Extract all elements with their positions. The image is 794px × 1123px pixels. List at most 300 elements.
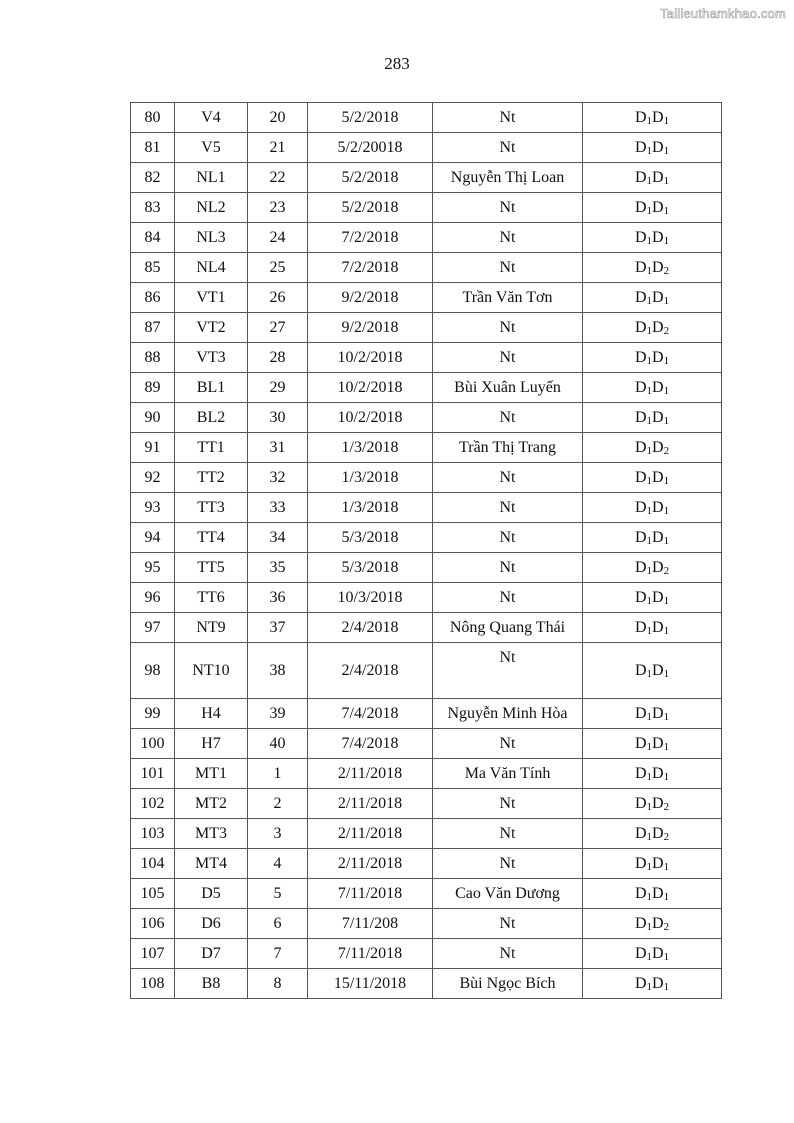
date-cell: 7/4/2018 (308, 699, 433, 729)
grade-subscript: 1 (646, 710, 652, 723)
grade-letter: D (634, 228, 647, 246)
table-row (131, 373, 722, 403)
person-cell: Nt (433, 729, 583, 759)
table-row (131, 403, 722, 433)
table-row (131, 343, 722, 373)
row-number-cell: 87 (131, 313, 175, 343)
grade-subscript: 1 (663, 114, 670, 127)
sample-index-cell: 31 (248, 433, 308, 463)
person-cell: Bùi Xuân Luyến (433, 373, 583, 403)
person-cell: Trần Thị Trang (433, 433, 583, 463)
sample-code-cell: TT1 (175, 433, 248, 463)
table-row (131, 643, 722, 699)
row-number-cell: 108 (131, 969, 175, 999)
grade-letter: D (652, 288, 664, 306)
grade-letter: D (652, 794, 664, 812)
sample-index-cell: 25 (248, 253, 308, 283)
sample-index-cell: 30 (248, 403, 308, 433)
grade-letter: D (634, 661, 647, 679)
grade-cell (583, 373, 722, 403)
date-cell: 7/11/2018 (308, 879, 433, 909)
grade-subscript: 1 (663, 740, 670, 753)
grade-subscript: 1 (646, 114, 652, 127)
grade-subscript: 1 (646, 980, 652, 993)
person-cell: Trần Văn Tơn (433, 283, 583, 313)
person-cell: Nt (433, 583, 583, 613)
date-cell: 10/2/2018 (308, 373, 433, 403)
grade-letter: D (634, 854, 647, 872)
grade-subscript: 1 (663, 980, 670, 993)
sample-index-cell: 37 (248, 613, 308, 643)
date-cell: 10/2/2018 (308, 343, 433, 373)
row-number-cell: 85 (131, 253, 175, 283)
row-number-cell: 96 (131, 583, 175, 613)
row-number-cell: 81 (131, 133, 175, 163)
sample-code-cell: NL2 (175, 193, 248, 223)
sample-code-cell: VT3 (175, 343, 248, 373)
table-row (131, 223, 722, 253)
person-cell: Nt (433, 939, 583, 969)
grade-cell (583, 523, 722, 553)
sample-code-cell: TT2 (175, 463, 248, 493)
grade-letter: D (652, 258, 664, 276)
grade-letter: D (652, 468, 664, 486)
grade-letter: D (634, 558, 647, 576)
grade-cell (583, 283, 722, 313)
grade-letter: D (652, 138, 664, 156)
grade-subscript: 1 (646, 564, 652, 577)
grade-letter: D (634, 884, 647, 902)
grade-letter: D (652, 318, 664, 336)
sample-code-cell: VT1 (175, 283, 248, 313)
grade-cell (583, 699, 722, 729)
grade-subscript: 1 (663, 384, 670, 397)
grade-subscript: 1 (646, 860, 652, 873)
grade-letter: D (652, 168, 664, 186)
row-number-cell: 101 (131, 759, 175, 789)
person-cell: Nt (433, 463, 583, 493)
grade-subscript: 1 (646, 800, 652, 813)
sample-index-cell: 4 (248, 849, 308, 879)
grade-letter: D (652, 974, 664, 992)
date-cell: 5/3/2018 (308, 523, 433, 553)
grade-subscript: 1 (663, 294, 670, 307)
person-cell: Nt (433, 523, 583, 553)
grade-subscript: 1 (646, 144, 652, 157)
table-row (131, 729, 722, 759)
grade-letter: D (652, 198, 664, 216)
grade-letter: D (634, 138, 647, 156)
row-number-cell: 105 (131, 879, 175, 909)
grade-letter: D (634, 168, 647, 186)
grade-subscript: 1 (646, 667, 652, 680)
date-cell: 5/2/2018 (308, 193, 433, 223)
grade-cell (583, 729, 722, 759)
grade-subscript: 1 (646, 830, 652, 843)
data-table (130, 102, 722, 999)
table-row (131, 133, 722, 163)
grade-letter: D (634, 258, 647, 276)
grade-letter: D (652, 558, 664, 576)
sample-index-cell: 39 (248, 699, 308, 729)
grade-cell (583, 253, 722, 283)
table-row (131, 613, 722, 643)
person-cell: Nt (433, 493, 583, 523)
sample-code-cell: D6 (175, 909, 248, 939)
grade-subscript: 1 (663, 234, 670, 247)
row-number-cell: 83 (131, 193, 175, 223)
grade-letter: D (652, 528, 664, 546)
table-row (131, 283, 722, 313)
person-cell: Nt (433, 403, 583, 433)
grade-letter: D (634, 794, 647, 812)
sample-code-cell: D7 (175, 939, 248, 969)
grade-letter: D (634, 824, 647, 842)
sample-index-cell: 5 (248, 879, 308, 909)
grade-subscript: 1 (646, 504, 652, 517)
grade-subscript: 1 (646, 294, 652, 307)
sample-index-cell: 23 (248, 193, 308, 223)
date-cell: 2/11/2018 (308, 789, 433, 819)
grade-letter: D (634, 108, 647, 126)
date-cell: 5/2/2018 (308, 103, 433, 133)
grade-subscript: 1 (663, 174, 670, 187)
sample-index-cell: 22 (248, 163, 308, 193)
grade-letter: D (634, 198, 647, 216)
grade-letter: D (634, 914, 647, 932)
date-cell: 5/2/20018 (308, 133, 433, 163)
sample-index-cell: 32 (248, 463, 308, 493)
grade-cell (583, 493, 722, 523)
sample-index-cell: 21 (248, 133, 308, 163)
grade-subscript: 2 (663, 564, 670, 577)
sample-code-cell: MT1 (175, 759, 248, 789)
grade-subscript: 1 (646, 950, 652, 963)
person-cell: Nt (433, 223, 583, 253)
grade-subscript: 1 (663, 594, 670, 607)
date-cell: 5/2/2018 (308, 163, 433, 193)
grade-cell (583, 553, 722, 583)
sample-code-cell: B8 (175, 969, 248, 999)
grade-cell (583, 583, 722, 613)
table-row (131, 463, 722, 493)
table-row (131, 879, 722, 909)
table-row (131, 253, 722, 283)
date-cell: 2/11/2018 (308, 759, 433, 789)
grade-letter: D (652, 734, 664, 752)
row-number-cell: 90 (131, 403, 175, 433)
grade-letter: D (634, 378, 647, 396)
grade-subscript: 1 (663, 354, 670, 367)
grade-subscript: 2 (663, 264, 670, 277)
person-cell: Nt (433, 819, 583, 849)
grade-cell (583, 909, 722, 939)
grade-letter: D (652, 944, 664, 962)
sample-code-cell: MT4 (175, 849, 248, 879)
grade-cell (583, 939, 722, 969)
table-row (131, 819, 722, 849)
grade-subscript: 1 (646, 204, 652, 217)
date-cell: 2/4/2018 (308, 643, 433, 699)
grade-letter: D (652, 764, 664, 782)
table-row (131, 163, 722, 193)
sample-index-cell: 36 (248, 583, 308, 613)
grade-subscript: 1 (663, 504, 670, 517)
table-row (131, 583, 722, 613)
grade-letter: D (634, 288, 647, 306)
grade-letter: D (634, 468, 647, 486)
grade-subscript: 1 (646, 534, 652, 547)
grade-letter: D (634, 438, 647, 456)
row-number-cell: 80 (131, 103, 175, 133)
person-cell: Nt (433, 103, 583, 133)
grade-subscript: 1 (646, 174, 652, 187)
table-row (131, 433, 722, 463)
row-number-cell: 95 (131, 553, 175, 583)
grade-subscript: 2 (663, 324, 670, 337)
date-cell: 9/2/2018 (308, 283, 433, 313)
grade-subscript: 1 (646, 384, 652, 397)
grade-cell (583, 819, 722, 849)
sample-code-cell: TT6 (175, 583, 248, 613)
date-cell: 2/4/2018 (308, 613, 433, 643)
row-number-cell: 106 (131, 909, 175, 939)
sample-code-cell: H7 (175, 729, 248, 759)
grade-subscript: 1 (646, 740, 652, 753)
person-cell: Nguyễn Minh Hòa (433, 699, 583, 729)
sample-index-cell: 34 (248, 523, 308, 553)
sample-index-cell: 6 (248, 909, 308, 939)
table-row (131, 193, 722, 223)
grade-cell (583, 163, 722, 193)
row-number-cell: 97 (131, 613, 175, 643)
sample-index-cell: 7 (248, 939, 308, 969)
person-cell: Nt (433, 133, 583, 163)
row-number-cell: 104 (131, 849, 175, 879)
date-cell: 7/11/208 (308, 909, 433, 939)
sample-code-cell: NL1 (175, 163, 248, 193)
grade-letter: D (634, 734, 647, 752)
row-number-cell: 84 (131, 223, 175, 253)
table-row (131, 789, 722, 819)
row-number-cell: 100 (131, 729, 175, 759)
sample-index-cell: 35 (248, 553, 308, 583)
table-row (131, 939, 722, 969)
sample-index-cell: 27 (248, 313, 308, 343)
sample-code-cell: MT3 (175, 819, 248, 849)
sample-index-cell: 26 (248, 283, 308, 313)
sample-index-cell: 2 (248, 789, 308, 819)
grade-cell (583, 789, 722, 819)
sample-index-cell: 29 (248, 373, 308, 403)
row-number-cell: 89 (131, 373, 175, 403)
grade-cell (583, 879, 722, 909)
grade-subscript: 1 (663, 534, 670, 547)
grade-letter: D (634, 528, 647, 546)
grade-subscript: 1 (663, 204, 670, 217)
grade-letter: D (634, 974, 647, 992)
date-cell: 1/3/2018 (308, 463, 433, 493)
grade-letter: D (652, 108, 664, 126)
date-cell: 7/11/2018 (308, 939, 433, 969)
grade-subscript: 2 (663, 444, 670, 457)
row-number-cell: 107 (131, 939, 175, 969)
sample-index-cell: 20 (248, 103, 308, 133)
grade-cell (583, 133, 722, 163)
grade-subscript: 1 (646, 594, 652, 607)
grade-letter: D (652, 228, 664, 246)
row-number-cell: 94 (131, 523, 175, 553)
grade-subscript: 1 (663, 667, 670, 680)
person-cell: Nt (433, 553, 583, 583)
sample-code-cell: TT3 (175, 493, 248, 523)
grade-subscript: 1 (646, 624, 652, 637)
sample-code-cell: NL4 (175, 253, 248, 283)
table-row (131, 699, 722, 729)
grade-subscript: 1 (663, 860, 670, 873)
grade-cell (583, 403, 722, 433)
sample-code-cell: D5 (175, 879, 248, 909)
grade-subscript: 1 (663, 144, 670, 157)
sample-code-cell: TT5 (175, 553, 248, 583)
grade-subscript: 2 (663, 920, 670, 933)
date-cell: 7/2/2018 (308, 253, 433, 283)
grade-letter: D (634, 618, 647, 636)
grade-subscript: 1 (646, 444, 652, 457)
table-row (131, 849, 722, 879)
grade-subscript: 1 (646, 354, 652, 367)
sample-index-cell: 33 (248, 493, 308, 523)
watermark-text: Tailieuthamkhao.com (660, 6, 786, 21)
row-number-cell: 88 (131, 343, 175, 373)
grade-letter: D (652, 348, 664, 366)
table-row (131, 909, 722, 939)
sample-code-cell: BL2 (175, 403, 248, 433)
person-cell: Nt (433, 849, 583, 879)
grade-subscript: 1 (663, 890, 670, 903)
date-cell: 1/3/2018 (308, 433, 433, 463)
person-cell: Cao Văn Dương (433, 879, 583, 909)
table-body (131, 103, 722, 999)
person-cell: Nt (433, 643, 583, 699)
row-number-cell: 98 (131, 643, 175, 699)
date-cell: 1/3/2018 (308, 493, 433, 523)
row-number-cell: 102 (131, 789, 175, 819)
sample-index-cell: 8 (248, 969, 308, 999)
person-cell: Nt (433, 909, 583, 939)
grade-cell (583, 849, 722, 879)
grade-letter: D (652, 884, 664, 902)
sample-index-cell: 38 (248, 643, 308, 699)
grade-cell (583, 103, 722, 133)
grade-letter: D (652, 914, 664, 932)
date-cell: 7/4/2018 (308, 729, 433, 759)
grade-cell (583, 759, 722, 789)
person-cell: Ma Văn Tính (433, 759, 583, 789)
table-row (131, 493, 722, 523)
grade-letter: D (652, 438, 664, 456)
grade-subscript: 1 (646, 474, 652, 487)
sample-index-cell: 40 (248, 729, 308, 759)
row-number-cell: 93 (131, 493, 175, 523)
grade-letter: D (652, 408, 664, 426)
date-cell: 9/2/2018 (308, 313, 433, 343)
person-cell: Nt (433, 253, 583, 283)
grade-letter: D (634, 704, 647, 722)
table-row (131, 103, 722, 133)
date-cell: 2/11/2018 (308, 819, 433, 849)
grade-subscript: 1 (663, 950, 670, 963)
row-number-cell: 91 (131, 433, 175, 463)
grade-subscript: 1 (646, 324, 652, 337)
person-cell: Nông Quang Thái (433, 613, 583, 643)
date-cell: 5/3/2018 (308, 553, 433, 583)
person-cell: Nguyễn Thị Loan (433, 163, 583, 193)
page-number: 283 (384, 54, 410, 73)
grade-cell (583, 463, 722, 493)
grade-letter: D (652, 498, 664, 516)
grade-subscript: 2 (663, 830, 670, 843)
grade-letter: D (634, 318, 647, 336)
sample-code-cell: BL1 (175, 373, 248, 403)
grade-letter: D (652, 824, 664, 842)
grade-letter: D (634, 498, 647, 516)
sample-index-cell: 1 (248, 759, 308, 789)
grade-letter: D (634, 764, 647, 782)
date-cell: 15/11/2018 (308, 969, 433, 999)
grade-cell (583, 343, 722, 373)
sample-index-cell: 3 (248, 819, 308, 849)
row-number-cell: 86 (131, 283, 175, 313)
grade-letter: D (634, 588, 647, 606)
grade-subscript: 1 (646, 770, 652, 783)
person-cell: Nt (433, 193, 583, 223)
grade-cell (583, 193, 722, 223)
grade-subscript: 1 (663, 414, 670, 427)
row-number-cell: 103 (131, 819, 175, 849)
table-row (131, 523, 722, 553)
grade-cell (583, 613, 722, 643)
grade-subscript: 2 (663, 800, 670, 813)
grade-subscript: 1 (646, 920, 652, 933)
grade-letter: D (652, 378, 664, 396)
person-cell: Nt (433, 789, 583, 819)
grade-letter: D (652, 704, 664, 722)
person-cell: Nt (433, 343, 583, 373)
grade-letter: D (634, 408, 647, 426)
row-number-cell: 82 (131, 163, 175, 193)
date-cell: 2/11/2018 (308, 849, 433, 879)
grade-subscript: 1 (646, 414, 652, 427)
sample-code-cell: V4 (175, 103, 248, 133)
table-row (131, 759, 722, 789)
grade-letter: D (652, 618, 664, 636)
sample-code-cell: NL3 (175, 223, 248, 253)
grade-cell (583, 433, 722, 463)
sample-code-cell: H4 (175, 699, 248, 729)
grade-letter: D (634, 348, 647, 366)
sample-code-cell: NT10 (175, 643, 248, 699)
grade-subscript: 1 (663, 624, 670, 637)
grade-cell (583, 643, 722, 699)
table-row (131, 969, 722, 999)
sample-code-cell: MT2 (175, 789, 248, 819)
date-cell: 10/2/2018 (308, 403, 433, 433)
sample-code-cell: NT9 (175, 613, 248, 643)
grade-letter: D (652, 854, 664, 872)
sample-index-cell: 28 (248, 343, 308, 373)
table-row (131, 553, 722, 583)
